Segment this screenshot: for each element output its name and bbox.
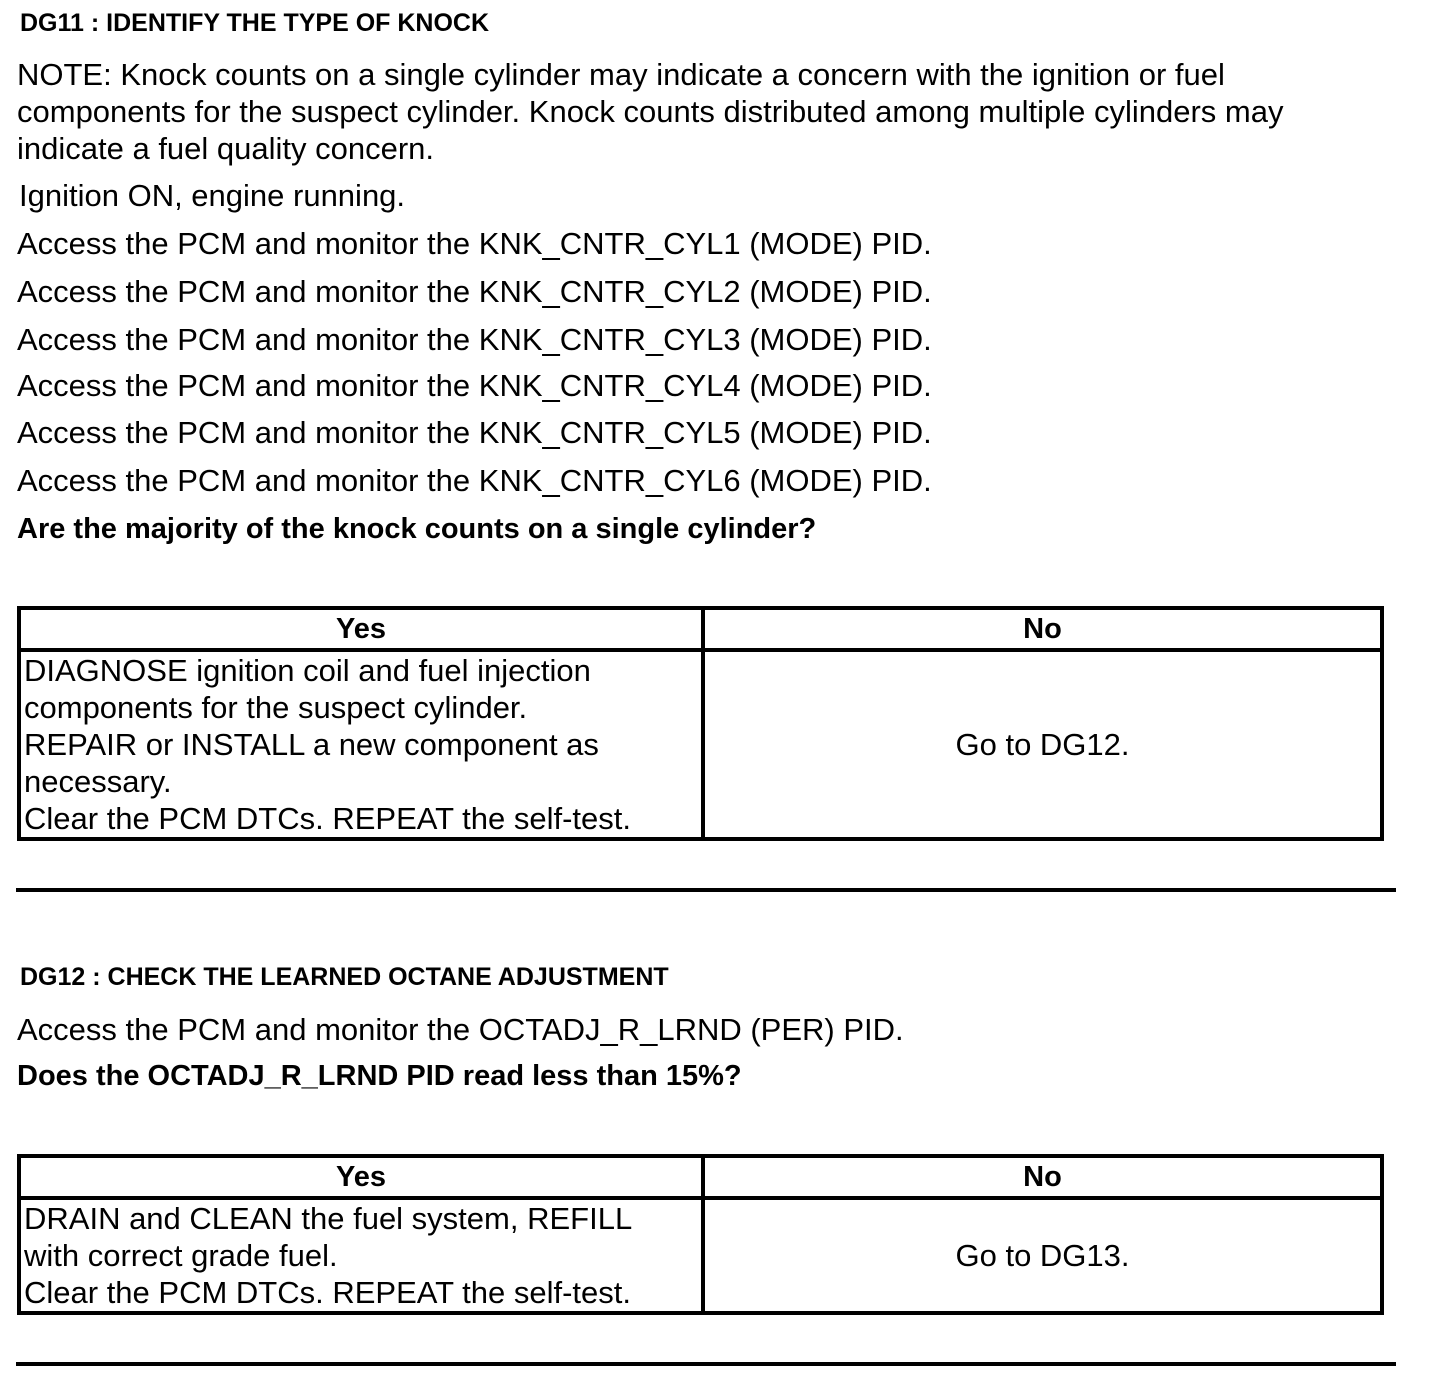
dg11-note xyxy=(17,56,1417,167)
no-header: No xyxy=(703,608,1382,650)
table-row xyxy=(19,1198,1382,1313)
dg11-question: Are the majority of the knock counts on a single cylinder? xyxy=(17,513,817,545)
note-line: NOTE: Knock counts on a single cylinder may indicate a concern with the ignition or fuel xyxy=(17,57,1225,92)
yes-header: Yes xyxy=(19,1156,703,1198)
dg11-condition: Ignition ON, engine running. xyxy=(19,178,406,213)
note-line: indicate a fuel quality concern. xyxy=(17,131,435,166)
section-divider xyxy=(16,1362,1396,1366)
no-action-cell: Go to DG13. xyxy=(703,1198,1382,1313)
yes-action-line: DIAGNOSE ignition coil and fuel injection xyxy=(24,653,591,688)
dg11-step-5: Access the PCM and monitor the KNK_CNTR_CYL5 (MODE) PID. xyxy=(17,415,932,450)
note-line: components for the suspect cylinder. Knock counts distributed among multiple cylinders may xyxy=(17,94,1284,129)
yes-action-line: necessary. xyxy=(24,764,172,799)
dg12-question: Does the OCTADJ_R_LRND PID read less than 15%? xyxy=(17,1060,742,1092)
yes-action-line: Clear the PCM DTCs. REPEAT the self-test. xyxy=(24,801,631,836)
dg11-step-3: Access the PCM and monitor the KNK_CNTR_CYL3 (MODE) PID. xyxy=(17,322,932,357)
yes-action-cell xyxy=(19,650,703,839)
yes-action-line: DRAIN and CLEAN the fuel system, REFILL xyxy=(24,1201,633,1236)
table-header-row xyxy=(19,1156,1382,1198)
table-header-row xyxy=(19,608,1382,650)
table-row xyxy=(19,650,1382,839)
no-action-cell: Go to DG12. xyxy=(703,650,1382,839)
yes-header: Yes xyxy=(19,608,703,650)
dg11-decision-table xyxy=(17,606,1384,841)
section-divider xyxy=(16,888,1396,892)
dg11-heading: DG11 : IDENTIFY THE TYPE OF KNOCK xyxy=(20,9,490,37)
dg12-decision-table xyxy=(17,1154,1384,1315)
dg12-heading: DG12 : CHECK THE LEARNED OCTANE ADJUSTMENT xyxy=(20,963,669,991)
dg11-step-6: Access the PCM and monitor the KNK_CNTR_CYL6 (MODE) PID. xyxy=(17,463,932,498)
yes-action-line: with correct grade fuel. xyxy=(24,1238,338,1273)
no-header: No xyxy=(703,1156,1382,1198)
dg11-step-2: Access the PCM and monitor the KNK_CNTR_CYL2 (MODE) PID. xyxy=(17,274,932,309)
yes-action-cell xyxy=(19,1198,703,1313)
yes-action-line: components for the suspect cylinder. xyxy=(24,690,528,725)
yes-action-line: Clear the PCM DTCs. REPEAT the self-test. xyxy=(24,1275,631,1310)
yes-action-line: REPAIR or INSTALL a new component as xyxy=(24,727,599,762)
dg12-step: Access the PCM and monitor the OCTADJ_R_LRND (PER) PID. xyxy=(17,1012,904,1047)
dg11-step-1: Access the PCM and monitor the KNK_CNTR_CYL1 (MODE) PID. xyxy=(17,226,932,261)
dg11-step-4: Access the PCM and monitor the KNK_CNTR_CYL4 (MODE) PID. xyxy=(17,368,932,403)
